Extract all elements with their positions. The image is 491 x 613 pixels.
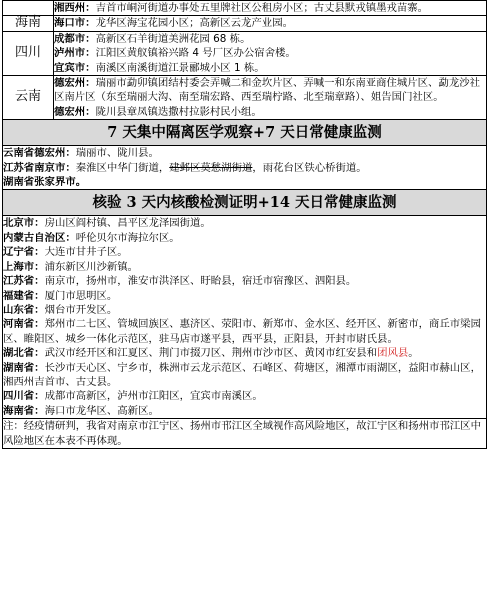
entry-segment: 江苏省： — [3, 275, 45, 288]
entry-line — [3, 260, 486, 274]
section-nucleic-test-body-row — [3, 216, 487, 419]
entry-text: 龙华区海宝花园小区；高新区云龙产业园。 — [95, 17, 293, 30]
entry-line — [54, 32, 486, 46]
entry-text: 南溪区南溪街道江景郦城小区 1 栋。 — [95, 61, 265, 74]
entry-segment: 江苏省南京市： — [3, 161, 76, 174]
entry-segment: ，雨花台区铁心桥街道。 — [252, 161, 367, 174]
entry-segment: 。 — [408, 347, 419, 360]
province-name: 四川 — [3, 31, 54, 75]
city-label: 德宏州： — [54, 105, 96, 118]
entry-line — [3, 175, 486, 189]
province-row — [3, 31, 487, 75]
entry-segment: 山东省： — [3, 303, 45, 316]
entry-line — [54, 105, 486, 119]
entry-segment: 南京市，扬州市，淮安市洪泽区、盱眙县，宿迁市宿豫区、泗阳县。 — [44, 275, 357, 288]
province-row — [3, 1, 487, 16]
entry-segment: 长沙市天心区、宁乡市，株洲市云龙示范区、石峰区、荷塘区，湘潭市雨湖区，益阳市赫山区，湘西州吉首市、古丈县。 — [3, 361, 481, 388]
province-entries — [54, 16, 487, 31]
entry-segment: 湖南省： — [3, 361, 45, 374]
entry-text: 江阳区黄舣镇裕兴路 4 号厂区办公宿舍楼。 — [95, 47, 296, 60]
province-name: 海南 — [3, 16, 54, 31]
city-label: 成都市： — [54, 32, 96, 45]
entry-segment: 四川省： — [3, 390, 45, 403]
entry-segment: 团风县 — [377, 347, 409, 360]
entry-line — [3, 146, 486, 160]
entry-segment: 河南省： — [3, 318, 45, 331]
city-label: 宜宾市： — [54, 61, 96, 74]
province-row — [3, 76, 487, 120]
entry-segment: 武汉市经开区和江夏区、荆门市掇刀区、荆州市沙市区、黄冈市红安县和 — [44, 347, 378, 360]
section-quarantine-entries — [3, 146, 487, 190]
entry-segment: 成都市高新区，泸州市江阳区，宜宾市南溪区。 — [44, 390, 263, 403]
entry-segment: 烟台市开发区。 — [44, 303, 118, 316]
entry-segment: 海南省： — [3, 404, 45, 417]
entry-line — [54, 46, 486, 60]
entry-segment: 福建省： — [3, 289, 45, 302]
section-nucleic-test-entries — [3, 216, 487, 419]
province-name — [3, 1, 54, 16]
entry-line — [54, 76, 486, 105]
section-nucleic-test-header-row — [3, 190, 487, 216]
entry-segment: 北京市： — [3, 217, 45, 230]
entry-text: 瑞丽市勐卯镇团结村委会弄喊二和金坎片区、弄喊一和东南亚商住城片区、勐龙沙社区南片区（东至瑞丽大沟、南至瑞宏路、西至瑞柠路、北至瑞章路）、姐告国门社区。 — [54, 77, 481, 104]
entry-line — [3, 216, 486, 230]
entry-segment: 厦门市思明区。 — [44, 289, 118, 302]
province-row — [3, 16, 487, 31]
entry-segment: 辽宁省： — [3, 246, 45, 259]
entry-line — [3, 404, 486, 418]
entry-line — [3, 245, 486, 259]
city-label: 泸州市： — [54, 47, 96, 60]
province-entries — [54, 31, 487, 75]
entry-line — [3, 389, 486, 403]
entry-line — [3, 289, 486, 303]
entry-segment: 建邺区莫愁湖街道 — [169, 161, 253, 174]
entry-segment: 大连市甘井子区。 — [44, 246, 128, 259]
section-quarantine-body-row — [3, 146, 487, 190]
entry-line — [3, 274, 486, 288]
entry-line — [3, 161, 486, 175]
entry-segment: 浦东新区川沙新镇。 — [44, 260, 139, 273]
entry-segment: 湖南省张家界市。 — [3, 176, 87, 189]
entry-segment: 上海市： — [3, 260, 45, 273]
entry-segment: 湖北省： — [3, 347, 45, 360]
entry-line — [54, 1, 486, 15]
entry-line — [3, 231, 486, 245]
entry-segment: 瑞丽市、陇川县。 — [75, 147, 159, 160]
entry-segment: 呼伦贝尔市海拉尔区。 — [75, 231, 180, 244]
entry-line — [54, 61, 486, 75]
entry-line — [3, 346, 486, 360]
city-label: 德宏州： — [54, 77, 96, 90]
section-nucleic-test-title: 核验 3 天内核酸检测证明+14 天日常健康监测 — [3, 190, 487, 216]
entry-line — [3, 361, 486, 390]
entry-text: 高新区石羊街道美洲花园 68 栋。 — [95, 32, 251, 45]
table-note: 注：经疫情研判，我省对南京市江宁区、扬州市邗江区全域视作高风险地区，故江宁区和扬州市邗江区中风险地区在本表不再体现。 — [3, 419, 487, 449]
entry-segment: 海口市龙华区、高新区。 — [44, 404, 159, 417]
entry-segment: 房山区阎村镇、昌平区龙泽园街道。 — [44, 217, 211, 230]
entry-text: 吉首市峒河街道办事处五里牌社区公租房小区；古丈县默戎镇墨戎苗寨。 — [95, 2, 429, 14]
entry-line — [3, 303, 486, 317]
section-quarantine-title: 7 天集中隔离医学观察+7 天日常健康监测 — [3, 120, 487, 146]
entry-text: 陇川县章凤镇迭撒村拉影村民小组。 — [95, 105, 262, 118]
risk-area-table — [2, 0, 487, 449]
entry-line — [54, 16, 486, 30]
note-row — [3, 419, 487, 449]
entry-segment: 秦淮区中华门街道， — [75, 161, 170, 174]
entry-segment: 郑州市二七区、管城回族区、惠济区、荥阳市、新郑市、金水区、经开区、新密市，商丘市梁园区、睢阳区、城乡一体化示范区，驻马店市遂平县，西平县，正阳县，开封市尉氏县。 — [3, 318, 481, 345]
entry-segment: 内蒙古自治区： — [3, 231, 76, 244]
province-entries — [54, 76, 487, 120]
city-label: 海口市： — [54, 17, 96, 30]
province-entries — [54, 1, 487, 16]
entry-segment: 云南省德宏州： — [3, 147, 76, 160]
province-name: 云南 — [3, 76, 54, 120]
section-quarantine-header-row — [3, 120, 487, 146]
city-label: 湘西州： — [54, 2, 96, 14]
entry-line — [3, 317, 486, 346]
